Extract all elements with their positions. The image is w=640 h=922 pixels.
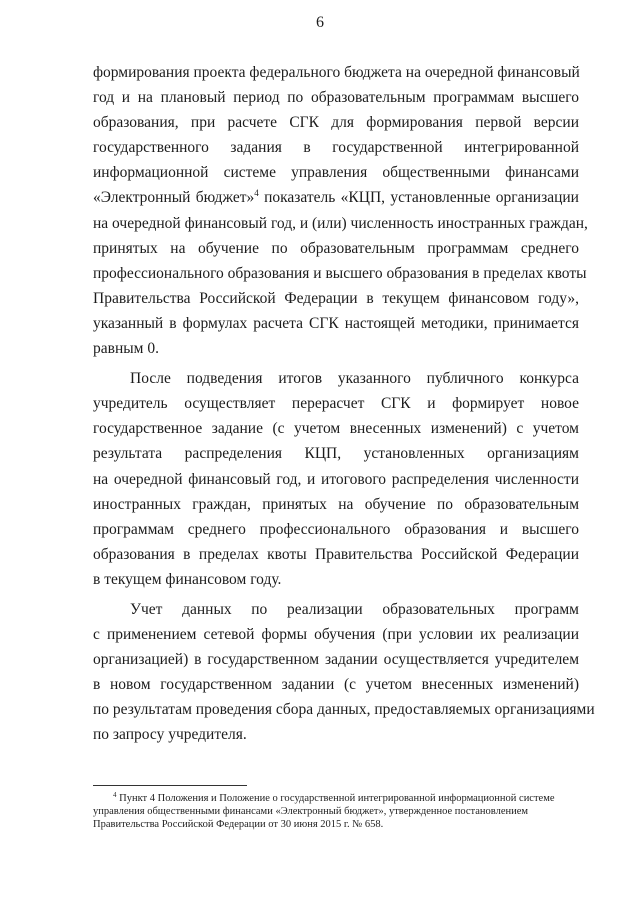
text-line: государственное задание (с учетом внесенных изменений) с учетом — [93, 420, 579, 438]
text-line: год и на плановый период по образовательным программам высшего — [93, 89, 579, 107]
text-line: равным 0. — [93, 340, 159, 358]
text-segment: Пункт 4 Положения и Положение о государственной интегрированной информационной системе — [116, 793, 555, 804]
footnote-line — [93, 792, 573, 805]
text-line — [93, 185, 579, 210]
text-line: образования, при расчете СГК для формирования первой версии — [93, 114, 579, 132]
footnote-line: управления общественными финансами «Электронный бюджет», утвержденное постановлением — [93, 806, 529, 817]
text-line: с применением сетевой формы обучения (при условии их реализации — [93, 626, 579, 644]
footnote-marker: 4 — [113, 791, 117, 799]
text-line: формирования проекта федерального бюджета на очередной финансовый — [93, 64, 580, 81]
paragraph-3 — [93, 597, 595, 748]
text-line: государственного задания в государственной интегрированной — [93, 139, 579, 157]
text-line: программам среднего профессионального образования и высшего — [93, 520, 579, 538]
text-line: в новом государственном задании (с учетом внесенных изменений) — [93, 676, 579, 694]
text-line: в текущем финансовом году. — [93, 570, 282, 588]
text-line: информационной системе управления общественными финансами — [93, 164, 579, 182]
text-line: Правительства Российской Федерации в текущем финансовом году», — [93, 289, 579, 307]
text-line: указанный в формулах расчета СГК настоящей методики, принимается — [93, 314, 579, 332]
text-line: результата распределения КЦП, установленных организациям — [93, 445, 579, 463]
footnote — [93, 792, 573, 831]
text-segment: «Электронный бюджет» — [93, 189, 255, 207]
text-line: на очередной финансовый год, и итогового распределения численности — [93, 470, 579, 488]
text-line: профессионального образования и высшего образования в пределах квоты — [93, 264, 587, 282]
text-segment: показатель «КЦП, установленные организации — [258, 189, 579, 207]
footnote-separator — [93, 785, 247, 786]
paragraph-2 — [93, 366, 579, 592]
footnote-reference[interactable]: 4 — [254, 188, 259, 199]
footnote-line: Правительства Российской Федерации от 30 июня 2015 г. № 658. — [93, 819, 384, 830]
page-number: 6 — [316, 14, 324, 31]
paragraph-1 — [93, 60, 588, 361]
text-line: принятых на обучение по образовательным программам среднего — [93, 239, 579, 257]
text-line: После подведения итогов указанного публичного конкурса — [130, 370, 579, 388]
text-line: Учет данных по реализации образовательных программ — [130, 600, 579, 618]
text-line: учредитель осуществляет перерасчет СГК и формирует новое — [93, 395, 579, 413]
text-line: иностранных граждан, принятых на обучение по образовательным — [93, 495, 579, 513]
text-line: организацией) в государственном задании осуществляется учредителем — [93, 651, 579, 669]
text-line: образования в пределах квоты Правительства Российской Федерации — [93, 545, 579, 563]
body-text — [93, 60, 595, 748]
text-line: по результатам проведения сбора данных, предоставляемых организациями — [93, 701, 595, 719]
text-line: на очередной финансовый год, и (или) численность иностранных граждан, — [93, 214, 588, 232]
text-line: по запросу учредителя. — [93, 726, 247, 744]
